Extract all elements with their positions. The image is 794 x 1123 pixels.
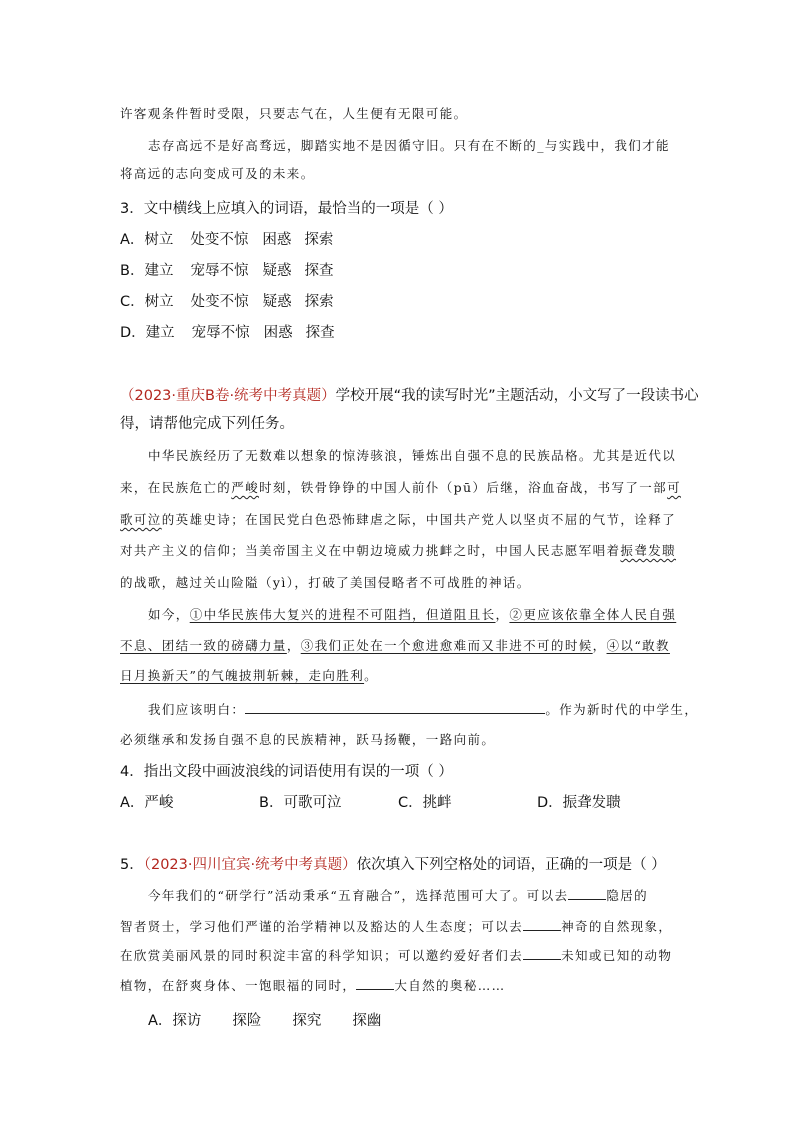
answer-blank[interactable] xyxy=(356,977,394,990)
question-5-stem: 依次填入下列空格处的词语，正确的一项是（ ） xyxy=(356,857,666,873)
passage-text: 。 xyxy=(364,668,378,683)
passage-line: 许客观条件暂时受限，只要志气在，人生便有无限可能。 xyxy=(120,106,468,121)
wavy-word-yanjun: 严峻 xyxy=(231,480,260,495)
option-word: 探究 xyxy=(292,1013,322,1029)
option-word: 探幽 xyxy=(352,1013,382,1029)
option-word: 探索 xyxy=(304,232,334,248)
option-word: 处变不惊 xyxy=(190,294,249,310)
option-word: 树立 xyxy=(144,232,174,248)
answer-blank[interactable] xyxy=(245,701,545,714)
question-4-options xyxy=(120,791,621,812)
passage-line xyxy=(120,510,676,528)
passage-line xyxy=(148,700,698,718)
blank-marker: _ xyxy=(537,138,545,153)
passage-line xyxy=(120,478,681,496)
underlined-clause-4: ④以“敢教 xyxy=(606,638,670,653)
wavy-word-zhenlongfakui: 振聋发聩 xyxy=(620,543,677,558)
passage-text: 在欣赏美丽风景的同时积淀丰富的科学知识；可以邀约爱好者们去 xyxy=(120,948,524,963)
question-4-option-b[interactable]: B．可歌可泣 xyxy=(259,795,342,811)
question-4-option-a[interactable]: A．严峻 xyxy=(120,795,174,811)
answer-blank[interactable] xyxy=(523,947,561,960)
source-tag: （2023·重庆B卷·统考中考真题） xyxy=(120,388,336,404)
wavy-word-kegekeqi-part1: 可 xyxy=(667,480,681,495)
passage-text: 大自然的奥秘…… xyxy=(394,978,506,993)
question-3-stem: 3．文中横线上应填入的词语，最恰当的一项是（ ） xyxy=(120,201,453,217)
passage-text: 植物，在舒爽身体、一饱眼福的同时， xyxy=(120,978,357,993)
passage-text: 今年我们的“研学行”活动秉承“五育融合”，选择范围可大了。可以去 xyxy=(148,888,569,903)
passage-line xyxy=(148,605,676,623)
passage-line xyxy=(120,946,672,964)
question-4-option-d[interactable]: D．振聋发聩 xyxy=(537,795,621,811)
passage-text: 隐居的 xyxy=(606,888,649,903)
option-word: 建立 xyxy=(145,325,175,341)
passage-line: 将高远的志向变成可及的未来。 xyxy=(120,166,315,181)
underlined-clause-4-cont: 日月换新天”的气魄披荆斩棘，走向胜利 xyxy=(120,668,365,683)
option-word: 宠辱不惊 xyxy=(191,325,250,341)
passage-text: ， xyxy=(495,607,510,622)
underlined-clause-2: ②更应该依靠全体人民自强 xyxy=(509,607,677,622)
option-word: 探查 xyxy=(305,325,335,341)
passage-text: 志存高远不是好高骛远，脚踏实地不是因循守旧。只有在不断的 xyxy=(148,138,538,153)
question-3-option-a[interactable] xyxy=(120,228,333,249)
question-number: 5． xyxy=(120,857,144,873)
option-word: 探访 xyxy=(172,1013,202,1029)
wavy-word-kegekeqi-part2: 歌可泣 xyxy=(120,512,162,527)
passage-line xyxy=(120,636,670,654)
intro-text: 学校开展“我的读写时光”主题活动，小文写了一段读书心 xyxy=(335,388,699,404)
passage-line xyxy=(120,541,676,559)
question-3-option-c[interactable] xyxy=(120,290,334,311)
underlined-clause-3: ③我们正处在一个愈进愈难而又非进不可的时候 xyxy=(300,638,593,653)
passage-text: 。作为新时代的中学生， xyxy=(545,702,699,717)
question-4-stem: 4．指出文段中画波浪线的词语使用有误的一项（ ） xyxy=(120,764,453,780)
passage-text: ， xyxy=(592,638,607,653)
passage-line xyxy=(148,886,648,904)
passage-text: 与实践中，我们才能 xyxy=(544,138,670,153)
question-3-option-b[interactable] xyxy=(120,259,333,280)
source-tag: （2023·四川宜宾·统考中考真题） xyxy=(143,857,357,873)
option-word: 困惑 xyxy=(263,325,293,341)
option-word: 宠辱不惊 xyxy=(190,263,249,279)
passage-text: 智者贤士，学习他们严谨的治学精神以及豁达的人生态度；可以去 xyxy=(120,919,524,934)
passage-text: ， xyxy=(286,638,301,653)
passage-text: 我们应该明白： xyxy=(148,702,246,717)
option-word: 树立 xyxy=(144,294,174,310)
question-4-option-c[interactable]: C．挑衅 xyxy=(398,795,452,811)
option-letter: D． xyxy=(120,325,146,341)
option-letter: C． xyxy=(120,294,145,310)
section-2-intro-line xyxy=(120,384,699,405)
passage-text: 如今， xyxy=(148,607,190,622)
passage-text: 的英雄史诗；在国民党白色恐怖肆虐之际，中国共产党人以坚贞不屈的气节，诠释了 xyxy=(161,512,677,527)
option-letter: A． xyxy=(120,232,145,248)
passage-text: 对共产主义的信仰；当美帝国主义在中朝边境威力挑衅之时，中国人民志愿军唱着 xyxy=(120,543,621,558)
answer-blank[interactable] xyxy=(523,918,561,931)
passage-line xyxy=(120,666,378,684)
passage-line xyxy=(120,976,506,994)
passage-text: 未知或已知的动物 xyxy=(561,948,673,963)
option-word: 疑惑 xyxy=(262,294,292,310)
passage-line: 中华民族经历了无数难以想象的惊涛骇浪，锤炼出自强不息的民族品格。尤其是近代以 xyxy=(148,448,677,463)
option-letter: A． xyxy=(148,1013,173,1029)
passage-line: 必须继承和发扬自强不息的民族精神，跃马扬鞭，一路向前。 xyxy=(120,732,496,747)
answer-blank[interactable] xyxy=(568,887,606,900)
passage-text: 时刻，铁骨铮铮的中国人前仆（pū）后继，浴血奋战，书写了一部 xyxy=(259,480,668,495)
question-3-option-d[interactable] xyxy=(120,321,335,342)
option-word: 困惑 xyxy=(262,232,292,248)
passage-line xyxy=(120,917,672,935)
option-word: 处变不惊 xyxy=(190,232,249,248)
underlined-clause-1: ①中华民族伟大复兴的进程不可阻挡，但道阻且长 xyxy=(189,607,496,622)
passage-text: 来，在民族危亡的 xyxy=(120,480,232,495)
passage-text: 神奇的自然现象， xyxy=(561,919,673,934)
option-word: 探险 xyxy=(232,1013,262,1029)
option-word: 建立 xyxy=(144,263,174,279)
section-2-intro-line: 得，请帮他完成下列任务。 xyxy=(120,416,294,432)
passage-line: 的战歌，越过关山险隘（yì），打破了美国侵略者不可战胜的神话。 xyxy=(120,575,531,590)
underlined-clause-2-cont: 不息、团结一致的磅礴力量 xyxy=(120,638,287,653)
option-word: 探索 xyxy=(304,294,334,310)
option-word: 疑惑 xyxy=(262,263,292,279)
option-letter: B． xyxy=(120,263,145,279)
question-5-option-a[interactable] xyxy=(148,1009,381,1030)
passage-line xyxy=(148,136,670,154)
option-word: 探查 xyxy=(304,263,334,279)
question-5-stem-line xyxy=(120,853,666,874)
